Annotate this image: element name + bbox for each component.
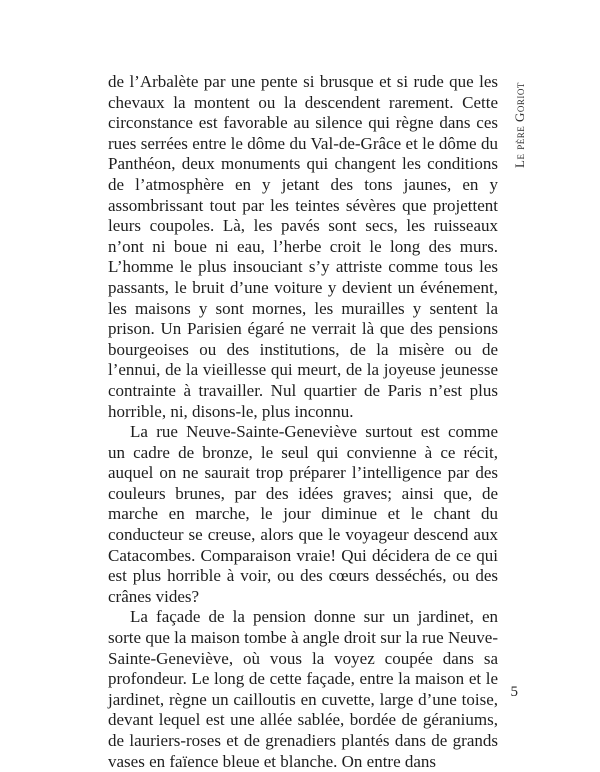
running-head-text: Le père Goriot: [512, 82, 527, 168]
running-head: [512, 82, 528, 168]
paragraph: La rue Neuve-Sainte-Geneviève surtout est comme un cadre de bronze, le seul qui convienne à ce récit, auquel on ne saurait trop préparer l’intelligence par des couleurs brunes, par des idées graves; ainsi que, de marche en marche, le jour diminue et le chant du conducteur se creuse, alors que le voyageur descend aux Catacombes. Comparaison vraie! Qui décidera de ce qui est plus horrible à voir, ou des cœurs desséchés, ou des crânes vides?: [108, 422, 498, 606]
paragraph: La façade de la pension donne sur un jardinet, en sorte que la maison tombe à angle droit sur la rue Neuve-Sainte-Geneviève, où vous la voyez coupée dans sa profondeur. Le long de cette façade, entre la maison et le jardinet, règne un cailloutis en cuvette, large d’une toise, devant lequel est une allée sablée, bordée de géraniums, de lauriers-roses et de grenadiers plantés dans de grands vases en faïence bleue et blanche. On entre dans: [108, 607, 498, 771]
page-number: 5: [510, 684, 518, 700]
paragraph: de l’Arbalète par une pente si brusque et si rude que les chevaux la montent ou la descendent rarement. Cette circonstance est favorable au silence qui règne dans ces rues serrées entre le dôme du Val-de-Grâce et le dôme du Panthéon, deux monuments qui changent les conditions de l’atmosphère en y jetant des tons jaunes, en y assombrissant tout par les teintes sévères que projettent leurs coupoles. Là, les pavés sont secs, les ruisseaux n’ont ni boue ni eau, l’herbe croit le long des murs. L’homme le plus insouciant s’y attriste comme tous les passants, le bruit d’une voiture y devient un événement, les maisons y sont mornes, les murailles y sentent la prison. Un Parisien égaré ne verrait là que des pensions bourgeoises ou des institutions, de la misère ou de l’ennui, de la vieillesse qui meurt, de la joyeuse jeunesse contrainte à travailler. Nul quartier de Paris n’est plus horrible, ni, disons-le, plus inconnu.: [108, 72, 498, 421]
body-text: [108, 72, 498, 772]
